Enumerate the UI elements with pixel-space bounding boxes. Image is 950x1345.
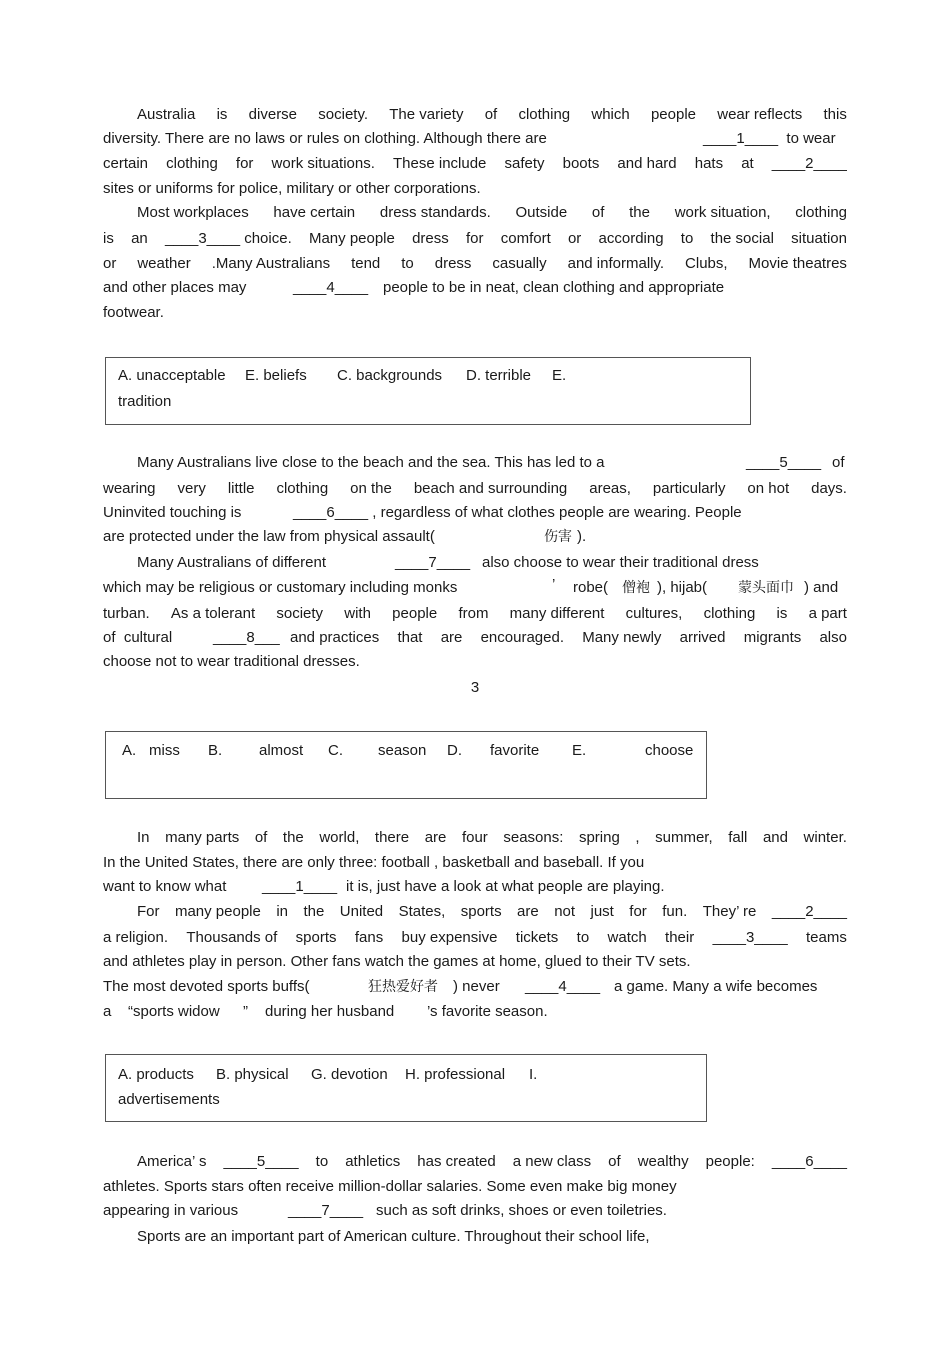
blank-s4-7: ____7____ [288, 1202, 364, 1219]
word: diverse [248, 106, 298, 123]
s1-p1-line2: diversity. There are no laws or rules on clothing. Although there are [103, 130, 547, 147]
word: four [461, 829, 488, 846]
word: In [137, 829, 150, 846]
word: America’ s [137, 1153, 207, 1170]
word: their [665, 929, 695, 946]
option: A. [122, 742, 137, 759]
word: not [554, 903, 576, 920]
s3-p2-line4a: The most devoted sports buffs( [103, 978, 310, 995]
word: to [315, 1153, 329, 1170]
s1-p2-line3 [103, 254, 847, 274]
options-box-2 [105, 731, 707, 799]
blank-6: ____6____ , regardless of what clothes people are wearing. People [293, 504, 742, 521]
word: on the [350, 480, 392, 497]
word: Many newly [582, 629, 662, 646]
s2-p1-line4b: 伤害 [544, 529, 572, 545]
word: comfort [500, 230, 551, 247]
s2-p2-line2f: 蒙头面巾 [738, 580, 794, 596]
word: is [103, 230, 114, 247]
word: buy expensive [401, 929, 498, 946]
word: an [131, 230, 148, 247]
option: season [378, 742, 427, 759]
word: tickets [515, 929, 559, 946]
word: ____6____ [771, 1153, 847, 1170]
word: wear reflects [717, 106, 803, 123]
word: winter. [803, 829, 847, 846]
s2-p2-line1b: also choose to wear their traditional dress [482, 554, 759, 571]
word: cultures, [625, 605, 683, 622]
s4-p2-line1: Sports are an important part of American culture. Throughout their school life, [137, 1228, 650, 1245]
s4-p1-line1 [137, 1152, 847, 1172]
s2-p1-line4a: are protected under the law from physical assault( [103, 528, 435, 545]
word: encouraged. [480, 629, 564, 646]
word: Thousands of [186, 929, 278, 946]
word: society. [318, 106, 369, 123]
word: clothing [166, 155, 218, 172]
word: has created [417, 1153, 496, 1170]
word: They’ re [702, 903, 757, 920]
word: dress standards. [379, 204, 491, 221]
option: C. backgrounds [337, 367, 443, 384]
word: arrived [679, 629, 726, 646]
option: A. unacceptable [118, 367, 226, 384]
word: wearing [103, 480, 156, 497]
option: D. terrible [466, 367, 532, 384]
option: almost [259, 742, 304, 759]
option: D. [447, 742, 462, 759]
s4-p1-line2: athletes. Sports stars often receive million-dollar salaries. Some even make big money [103, 1178, 677, 1195]
word: tend [351, 255, 381, 272]
s2-p1-line1a: Many Australians live close to the beach and the sea. This has led to a [137, 454, 605, 471]
s3-p1-line2: In the United States, there are only three: football , basketball and baseball. If you [103, 854, 645, 871]
word: from [458, 605, 489, 622]
s3-p2-line3: and athletes play in person. Other fans watch the games at home, glued to their TV sets. [103, 953, 691, 970]
option: A. products [118, 1066, 194, 1083]
s3-p2-line5b: “sports widow [128, 1003, 220, 1020]
word: that [397, 629, 423, 646]
word: days. [811, 480, 847, 497]
word: work situation, [674, 204, 771, 221]
s4-p1-line3b: such as soft drinks, shoes or even toiletries. [376, 1202, 667, 1219]
option: favorite [490, 742, 540, 759]
word: fans [354, 929, 384, 946]
word: people: [705, 1153, 755, 1170]
word: sports [295, 929, 337, 946]
options-box-3 [105, 1054, 707, 1122]
word: for [629, 903, 647, 920]
word: spring [578, 829, 620, 846]
s2-p1-line1b: of [832, 454, 845, 471]
s3-p2-line1 [137, 902, 847, 922]
s3-p2-line5a: a [103, 1003, 112, 1020]
option: E. beliefs [245, 367, 307, 384]
word: Outside [515, 204, 568, 221]
word: and hard [617, 155, 677, 172]
word: casually [492, 255, 547, 272]
option: choose [645, 742, 694, 759]
option: E. [552, 367, 567, 384]
option: advertisements [118, 1091, 220, 1108]
word: with [344, 605, 371, 622]
word: and [762, 829, 788, 846]
word: according [598, 230, 664, 247]
s3-p2-line4c: ) never [453, 978, 500, 995]
word: Many people [308, 230, 395, 247]
s1-p2-line5: footwear. [103, 304, 164, 321]
s2-p2-line2a: which may be religious or customary including monks [103, 579, 458, 596]
word: world, [319, 829, 360, 846]
word: in [276, 903, 288, 920]
word: safety [504, 155, 545, 172]
s2-p2-line2e: ), hijab( [657, 579, 708, 596]
s3-p2-line4d: a game. Many a wife becomes [614, 978, 818, 995]
word: fall [728, 829, 748, 846]
s2-p2-line2d: 僧袍 [622, 580, 650, 596]
s1-p2-line4a: and other places may [103, 279, 247, 296]
word: the [282, 829, 304, 846]
word: sports [460, 903, 502, 920]
s3-p2-line2 [103, 928, 847, 948]
word: a religion. [103, 929, 169, 946]
word: boots [562, 155, 600, 172]
s1-p1-line3 [103, 154, 847, 174]
word: there [374, 829, 410, 846]
option: C. [328, 742, 343, 759]
word: are [424, 829, 447, 846]
blank-1: ____1____ to wear [703, 130, 836, 147]
s2-p2-line4a: of cultural [103, 629, 173, 646]
word: society [276, 605, 324, 622]
s1-p1-line1 [137, 105, 847, 125]
word: many parts [165, 829, 240, 846]
word: weather [137, 255, 191, 272]
word: are [440, 629, 463, 646]
word: These include [393, 155, 487, 172]
word: United [339, 903, 384, 920]
word: For [137, 903, 160, 920]
option: I. [529, 1066, 538, 1083]
word: of [254, 829, 268, 846]
blank-s3-4: ____4____ [525, 978, 601, 995]
s1-p1-line4: sites or uniforms for police, military or other corporations. [103, 180, 481, 197]
s1-p2-line1 [137, 203, 847, 223]
word: to [680, 230, 694, 247]
blank-s3-1: ____1____ [262, 878, 338, 895]
word: watch [607, 929, 647, 946]
blank-8: ____8___ [213, 629, 280, 646]
word: is [216, 106, 228, 123]
word: people [392, 605, 438, 622]
word: the [303, 903, 325, 920]
word: are [517, 903, 539, 920]
blank-4: ____4____ [293, 279, 369, 296]
word: of [591, 204, 605, 221]
word: As a tolerant [170, 605, 256, 622]
s2-p2-line3 [103, 604, 847, 624]
word: , [635, 829, 640, 846]
word: to [576, 929, 590, 946]
options-box-1 [105, 357, 751, 425]
word: a part [808, 605, 847, 622]
word: to [401, 255, 414, 272]
word: of [608, 1153, 621, 1170]
word: and practices [290, 629, 380, 646]
word: dress [412, 230, 449, 247]
word: summer, [655, 829, 713, 846]
word: ____5____ [223, 1153, 299, 1170]
blank-5: ____5____ [746, 454, 822, 471]
s3-p2-line5c: ” [243, 1003, 248, 1020]
word: migrants [743, 629, 802, 646]
word: and informally. [567, 255, 665, 272]
s2-p1-line4c: ). [577, 528, 587, 545]
word: or [567, 230, 582, 247]
word: Most workplaces [137, 204, 249, 221]
option: B. physical [216, 1066, 289, 1083]
word: many different [509, 605, 605, 622]
word: which [591, 106, 630, 123]
s2-p1-line2 [103, 479, 847, 499]
word: clothing [276, 480, 329, 497]
word: Australia [137, 106, 196, 123]
s3-p1-line3a: want to know what [103, 878, 227, 895]
word: of [484, 106, 498, 123]
word: this [823, 106, 847, 123]
s2-p2-line5: choose not to wear traditional dresses. [103, 653, 360, 670]
option: tradition [118, 393, 172, 410]
word: very [177, 480, 206, 497]
word: certain [103, 155, 149, 172]
word: a new class [512, 1153, 592, 1170]
word: Movie theatres [748, 255, 847, 272]
word: athletics [345, 1153, 401, 1170]
word: particularly [652, 480, 726, 497]
option: E. [572, 742, 587, 759]
word: hats [694, 155, 724, 172]
option: G. devotion [311, 1066, 388, 1083]
word: areas, [589, 480, 631, 497]
word: .Many Australians [211, 255, 331, 272]
word: The variety [389, 106, 464, 123]
word: seasons: [503, 829, 564, 846]
s2-p2-line2b: ’ [552, 576, 556, 593]
word: clothing [795, 204, 847, 221]
word: at [741, 155, 754, 172]
s3-p2-line5e: ’s favorite season. [427, 1003, 548, 1020]
word: ____2____ [771, 903, 847, 920]
word: work situations. [271, 155, 375, 172]
page-number: 3 [470, 679, 480, 696]
s2-p1-line3a: Uninvited touching is [103, 504, 242, 521]
word: or [103, 255, 117, 272]
word: the [629, 204, 650, 221]
word: ____3____ choice. [164, 230, 292, 247]
word: also [819, 629, 847, 646]
word: fun. [662, 903, 688, 920]
word: teams [806, 929, 847, 946]
s2-p2-line2g: ) and [804, 579, 839, 596]
s3-p1-line3b: it is, just have a look at what people are playing. [346, 878, 665, 895]
word: turban. [103, 605, 150, 622]
word: on hot [747, 480, 790, 497]
option: B. [208, 742, 223, 759]
word: wealthy [637, 1153, 689, 1170]
s4-p1-line3a: appearing in various [103, 1202, 239, 1219]
word: for [466, 230, 484, 247]
s2-p2-line4b [290, 628, 847, 648]
word: States, [398, 903, 446, 920]
word: the social [710, 230, 774, 247]
s3-p1-line1 [137, 828, 847, 848]
s1-p2-line2 [103, 229, 847, 249]
s3-p2-line4b: 狂热爱好者 [368, 979, 438, 995]
option: miss [149, 742, 180, 759]
s2-p2-line1a: Many Australians of different [137, 554, 326, 571]
word: little [227, 480, 255, 497]
word: for [235, 155, 254, 172]
word: ____3____ [712, 929, 788, 946]
s3-p2-line5d: during her husband [265, 1003, 395, 1020]
word: many people [174, 903, 261, 920]
word: people [650, 106, 697, 123]
word: clothing [703, 605, 756, 622]
word: just [590, 903, 614, 920]
word: have certain [273, 204, 356, 221]
s1-p2-line4b: people to be in neat, clean clothing and appropriate [383, 279, 725, 296]
word: ____2____ [771, 155, 847, 172]
word: situation [791, 230, 847, 247]
word: beach and surrounding [413, 480, 568, 497]
word: clothing [518, 106, 571, 123]
word: dress [434, 255, 472, 272]
blank-7: ____7____ [395, 554, 471, 571]
word: is [776, 605, 788, 622]
word: Clubs, [685, 255, 728, 272]
s2-p2-line2c: robe( [573, 579, 609, 596]
option: H. professional [405, 1066, 506, 1083]
